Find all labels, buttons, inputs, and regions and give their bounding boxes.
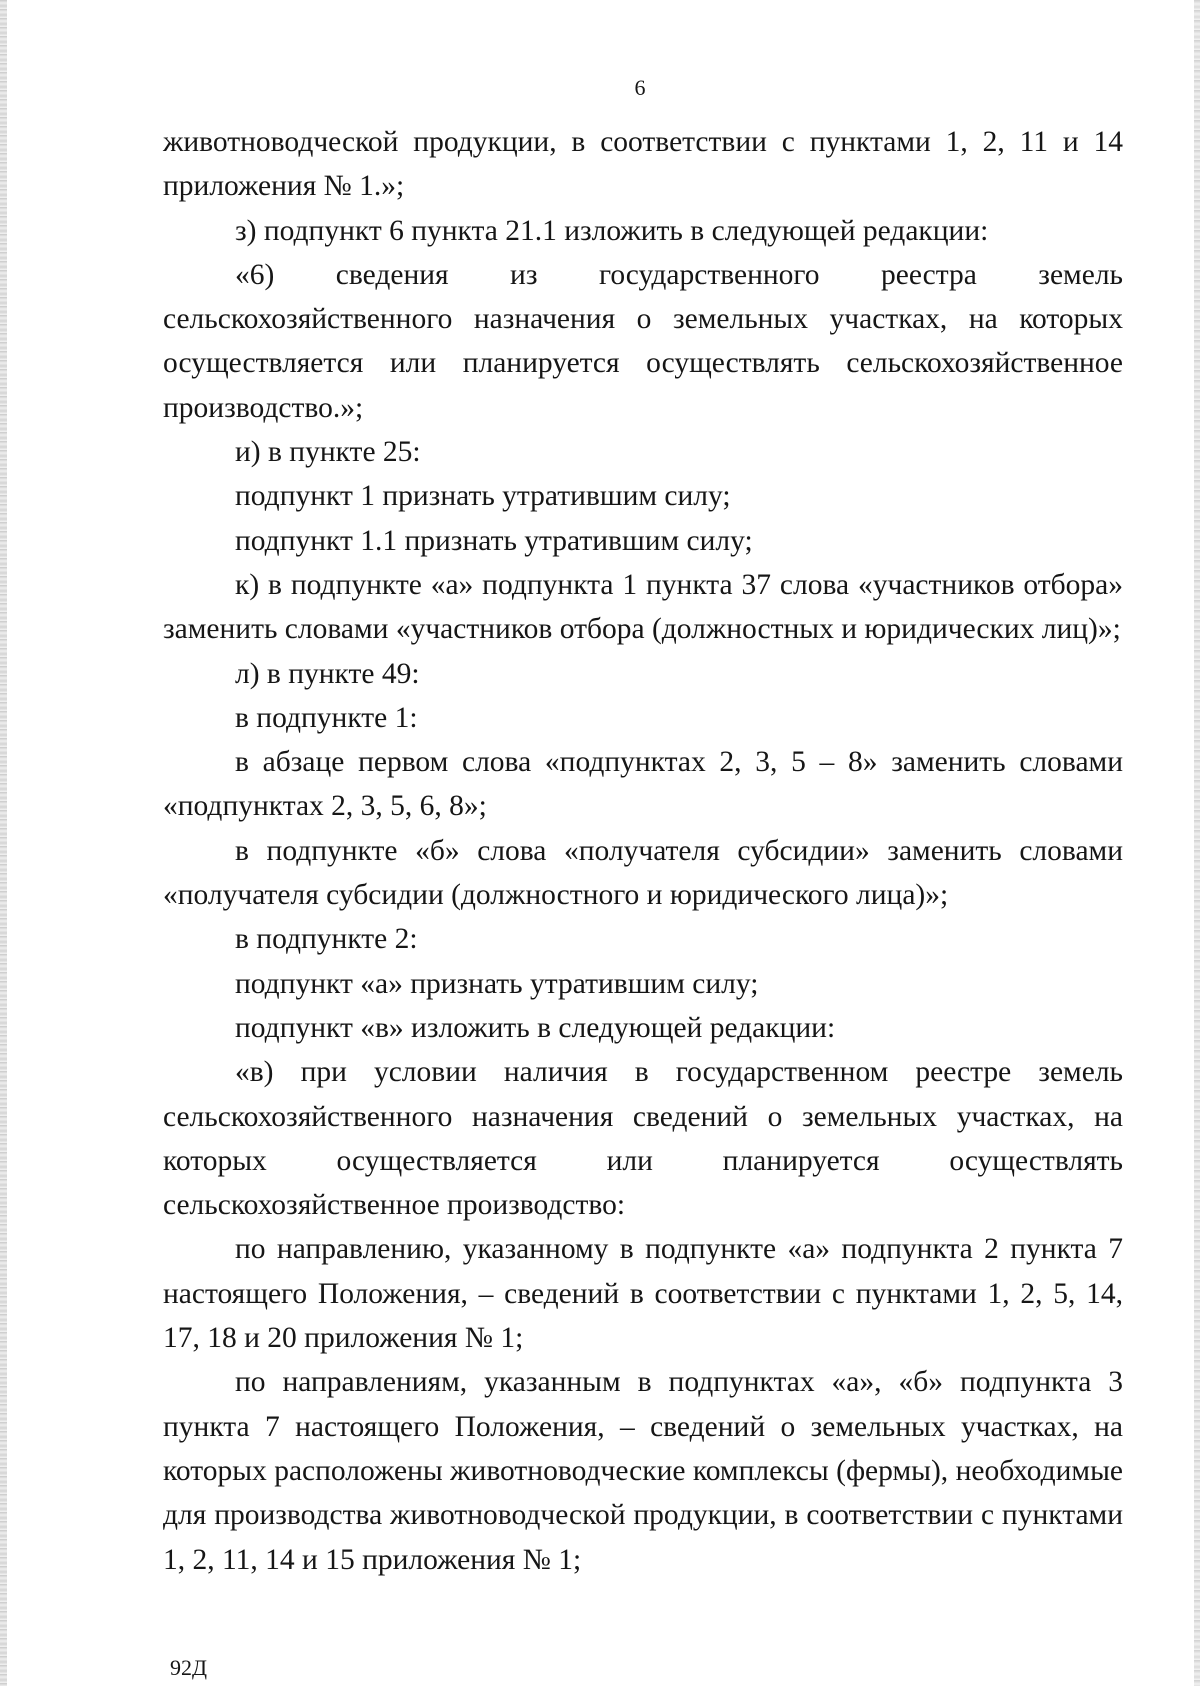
document-body (163, 120, 1123, 1582)
paragraph-item-k: к) в подпункте «а» подпункта 1 пункта 37 слова «участников отбора» заменить словами «участников отбора (должностных и юридических лиц)»; (163, 568, 1123, 646)
paragraph-direction-a: по направлению, указанному в подпункте «а» подпункта 2 пункта 7 настоящего Положения, – сведений в соответствии с пунктами 1, 2, 5, 14, 17, 18 и 20 приложения № 1; (163, 1233, 1123, 1355)
paragraph-subitem-a-repeal: подпункт «а» признать утратившим силу; (235, 967, 759, 1000)
scan-edge-left (0, 0, 7, 1686)
paragraph-item-l: л) в пункте 49: (235, 657, 420, 690)
paragraph-quote-item-6: «6) сведения из государственного реестра земель сельскохозяйственного назначения о земельных участках, на которых осуществляется или планируется осуществлять сельскохозяйственное производство.»; (163, 258, 1123, 424)
paragraph-item-i: и) в пункте 25: (235, 436, 421, 469)
paragraph-item-z: з) подпункт 6 пункта 21.1 изложить в следующей редакции: (235, 214, 989, 247)
paragraph-first-abzac-change: в абзаце первом слова «подпунктах 2, 3, 5 – 8» заменить словами «подпунктах 2, 3, 5, 6, 8»; (163, 746, 1123, 823)
paragraph-continuation: животноводческой продукции, в соответствии с пунктами 1, 2, 11 и 14 приложения № 1.»; (163, 126, 1123, 203)
page-number: 6 (634, 75, 646, 100)
footer-document-code: 92Д (170, 1655, 208, 1680)
paragraph-subitem-1-repeal: подпункт 1 признать утратившим силу; (235, 480, 731, 513)
paragraph-subitem-1-heading: в подпункте 1: (235, 701, 418, 734)
scan-edge-right (1194, 0, 1200, 1686)
paragraph-subitem-b-change: в подпункте «б» слова «получателя субсидии» заменить словами «получателя субсидии (должностного и юридического лица)»; (163, 834, 1123, 912)
paragraph-directions-a-b: по направлениям, указанным в подпунктах «а», «б» подпункта 3 пункта 7 настоящего Положения, – сведений о земельных участках, на которых расположены животноводческие комплексы (фермы), необходимые для производства животноводческой продукции, в соответствии с пунктами 1, 2, 11, 14 и 15 приложения № 1; (163, 1366, 1123, 1576)
paragraph-subitem-1-1-repeal: подпункт 1.1 признать утратившим силу; (235, 524, 753, 557)
paragraph-quote-item-v: «в) при условии наличия в государственном реестре земель сельскохозяйственного назначения сведений о земельных участках, на которых осуществляется или планируется осуществлять сельскохозяйственное производство: (163, 1056, 1123, 1222)
paragraph-subitem-2-heading: в подпункте 2: (235, 923, 418, 956)
paragraph-subitem-v-new-wording: подпункт «в» изложить в следующей редакции: (235, 1011, 836, 1044)
